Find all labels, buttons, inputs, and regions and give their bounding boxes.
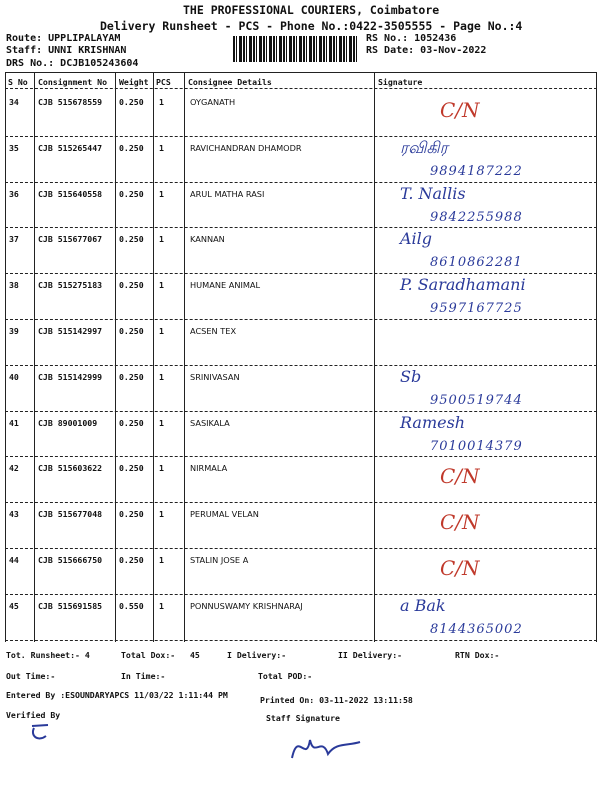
row-phone: 8610862281 — [430, 255, 523, 271]
row-consignee: KANNAN — [190, 234, 225, 245]
row-consignment-no: CJB 515142997 — [38, 326, 103, 336]
row-divider — [5, 548, 597, 549]
row-weight: 0.250 — [119, 234, 144, 245]
row-signature: C/N — [440, 556, 480, 580]
rtn-dox: RTN Dox:- — [455, 650, 500, 660]
row-consignee: ACSEN TEX — [190, 326, 237, 336]
row-divider — [5, 273, 597, 274]
runsheet-subtitle: Delivery Runsheet - PCS - Phone No.:0422-3505555 - Page No.:4 — [100, 19, 523, 33]
row-sno: 38 — [9, 280, 19, 291]
row-weight: 0.250 — [119, 463, 144, 474]
row-divider — [5, 640, 597, 641]
staff-signature-mark — [288, 728, 368, 768]
table-header-divider — [5, 88, 597, 89]
total-dox-label: Total Dox:- — [121, 650, 176, 660]
row-consignee: SASIKALA — [190, 417, 230, 428]
row-pcs: 1 — [159, 188, 164, 199]
row-consignment-no: CJB 515142999 — [38, 371, 103, 382]
row-phone: 9597167725 — [430, 301, 523, 317]
row-consignment-no: CJB 515666750 — [38, 555, 103, 565]
table-row — [0, 504, 600, 549]
row-consignee: SRINIVASAN — [190, 371, 240, 382]
row-sno: 40 — [9, 371, 19, 382]
row-consignment-no: CJB 515640558 — [38, 188, 103, 199]
row-consignee: OYGANATH — [190, 97, 236, 107]
row-sno: 34 — [9, 97, 19, 107]
row-sno: 43 — [9, 509, 19, 520]
row-weight: 0.250 — [119, 417, 144, 428]
printed-on: Printed On: 03-11-2022 13:11:58 — [260, 695, 413, 705]
row-consignee: HUMANE ANIMAL — [190, 280, 261, 291]
ii-delivery: II Delivery:- — [338, 650, 403, 660]
row-weight: 0.250 — [119, 509, 144, 520]
row-signature: T. Nallis — [400, 183, 466, 203]
total-pod: Total POD:- — [258, 671, 313, 681]
row-phone: 8144365002 — [430, 621, 523, 637]
in-time: In Time:- — [121, 671, 166, 681]
row-signature: C/N — [440, 510, 480, 535]
row-pcs: 1 — [159, 234, 164, 245]
row-sno: 36 — [9, 188, 19, 199]
row-phone: 9894187222 — [430, 163, 523, 179]
table-row — [0, 458, 600, 503]
row-consignment-no: CJB 89001009 — [38, 417, 98, 428]
table-row — [0, 275, 600, 320]
row-sno: 45 — [9, 600, 19, 611]
staff-label: Staff: UNNI KRISHNAN — [6, 45, 127, 56]
row-divider — [5, 319, 597, 320]
barcode-image — [233, 36, 358, 62]
drs-label: DRS No.: DCJB105243604 — [6, 58, 139, 69]
row-signature: C/N — [440, 98, 480, 122]
row-weight: 0.550 — [119, 600, 144, 611]
rs-number: RS No.: 1052436 — [366, 33, 457, 44]
row-consignment-no: CJB 515691585 — [38, 600, 103, 611]
table-row — [0, 321, 600, 366]
row-signature: C/N — [440, 464, 480, 489]
table-row — [0, 596, 600, 641]
row-weight: 0.250 — [119, 326, 144, 336]
row-consignee: NIRMALA — [190, 463, 228, 474]
row-consignment-no: CJB 515275183 — [38, 280, 103, 291]
row-consignee: PERUMAL VELAN — [190, 509, 259, 520]
row-signature: Ramesh — [400, 412, 466, 432]
row-divider — [5, 411, 597, 412]
column-header: Weight — [119, 77, 149, 87]
row-sno: 37 — [9, 234, 19, 245]
row-pcs: 1 — [159, 97, 164, 107]
row-weight: 0.250 — [119, 371, 144, 382]
column-header: S No — [8, 77, 28, 87]
out-time: Out Time:- — [6, 671, 56, 681]
row-pcs: 1 — [159, 600, 164, 611]
row-weight: 0.250 — [119, 97, 144, 107]
row-weight: 0.250 — [119, 188, 144, 199]
table-row — [0, 92, 600, 137]
row-divider — [5, 227, 597, 228]
row-consignee: ARUL MATHA RASI — [190, 188, 265, 199]
row-pcs: 1 — [159, 417, 164, 428]
entered-by: Entered By :ESOUNDARYAPCS 11/03/22 1:11:44 PM — [6, 690, 228, 700]
row-pcs: 1 — [159, 509, 164, 520]
row-pcs: 1 — [159, 371, 164, 382]
row-weight: 0.250 — [119, 555, 144, 565]
table-row — [0, 184, 600, 229]
row-sno: 39 — [9, 326, 19, 336]
row-pcs: 1 — [159, 463, 164, 474]
table-row — [0, 229, 600, 274]
row-sno: 35 — [9, 142, 19, 153]
row-phone: 9500519744 — [430, 392, 523, 408]
table-row — [0, 550, 600, 595]
row-signature: a Bak — [400, 595, 446, 615]
verifier-signature — [28, 722, 58, 746]
row-divider — [5, 182, 597, 183]
row-signature: ரவிகிர — [400, 137, 448, 157]
row-consignee: STALIN JOSE A — [190, 555, 249, 565]
row-signature: P. Saradhamani — [400, 275, 526, 295]
row-divider — [5, 502, 597, 503]
rs-date: RS Date: 03-Nov-2022 — [366, 45, 487, 56]
column-header: Consignee Details — [188, 77, 272, 87]
row-consignee: PONNUSWAMY KRISHNARAJ — [190, 600, 303, 611]
total-dox-value: 45 — [190, 650, 200, 660]
row-divider — [5, 456, 597, 457]
row-phone: 7010014379 — [430, 438, 523, 454]
row-pcs: 1 — [159, 280, 164, 291]
row-consignee: RAVICHANDRAN DHAMODR — [190, 142, 302, 153]
row-consignment-no: CJB 515678559 — [38, 97, 103, 107]
row-consignment-no: CJB 515677067 — [38, 234, 103, 245]
i-delivery: I Delivery:- — [227, 650, 287, 660]
company-title: THE PROFESSIONAL COURIERS, Coimbatore — [183, 3, 440, 17]
row-phone: 9842255988 — [430, 209, 523, 225]
row-pcs: 1 — [159, 142, 164, 153]
verified-by: Verified By — [6, 710, 61, 720]
row-sno: 42 — [9, 463, 19, 474]
tot-runsheet: Tot. Runsheet:- 4 — [6, 650, 90, 660]
row-pcs: 1 — [159, 326, 164, 336]
row-weight: 0.250 — [119, 142, 144, 153]
staff-signature-label: Staff Signature — [266, 713, 340, 723]
row-pcs: 1 — [159, 555, 164, 565]
row-divider — [5, 136, 597, 137]
row-sno: 44 — [9, 555, 19, 565]
column-header: Signature — [378, 77, 423, 87]
row-consignment-no: CJB 515265447 — [38, 142, 103, 153]
table-row — [0, 367, 600, 412]
row-consignment-no: CJB 515677048 — [38, 509, 103, 520]
route-label: Route: UPPLIPALAYAM — [6, 33, 121, 44]
row-sno: 41 — [9, 417, 19, 428]
row-weight: 0.250 — [119, 280, 144, 291]
row-signature: Sb — [400, 366, 422, 386]
row-signature: Ailg — [400, 229, 433, 249]
row-consignment-no: CJB 515603622 — [38, 463, 103, 474]
column-header: Consignment No — [38, 77, 108, 87]
column-header: PCS — [156, 77, 171, 87]
table-row — [0, 413, 600, 458]
row-divider — [5, 594, 597, 595]
table-row — [0, 138, 600, 183]
row-divider — [5, 365, 597, 366]
